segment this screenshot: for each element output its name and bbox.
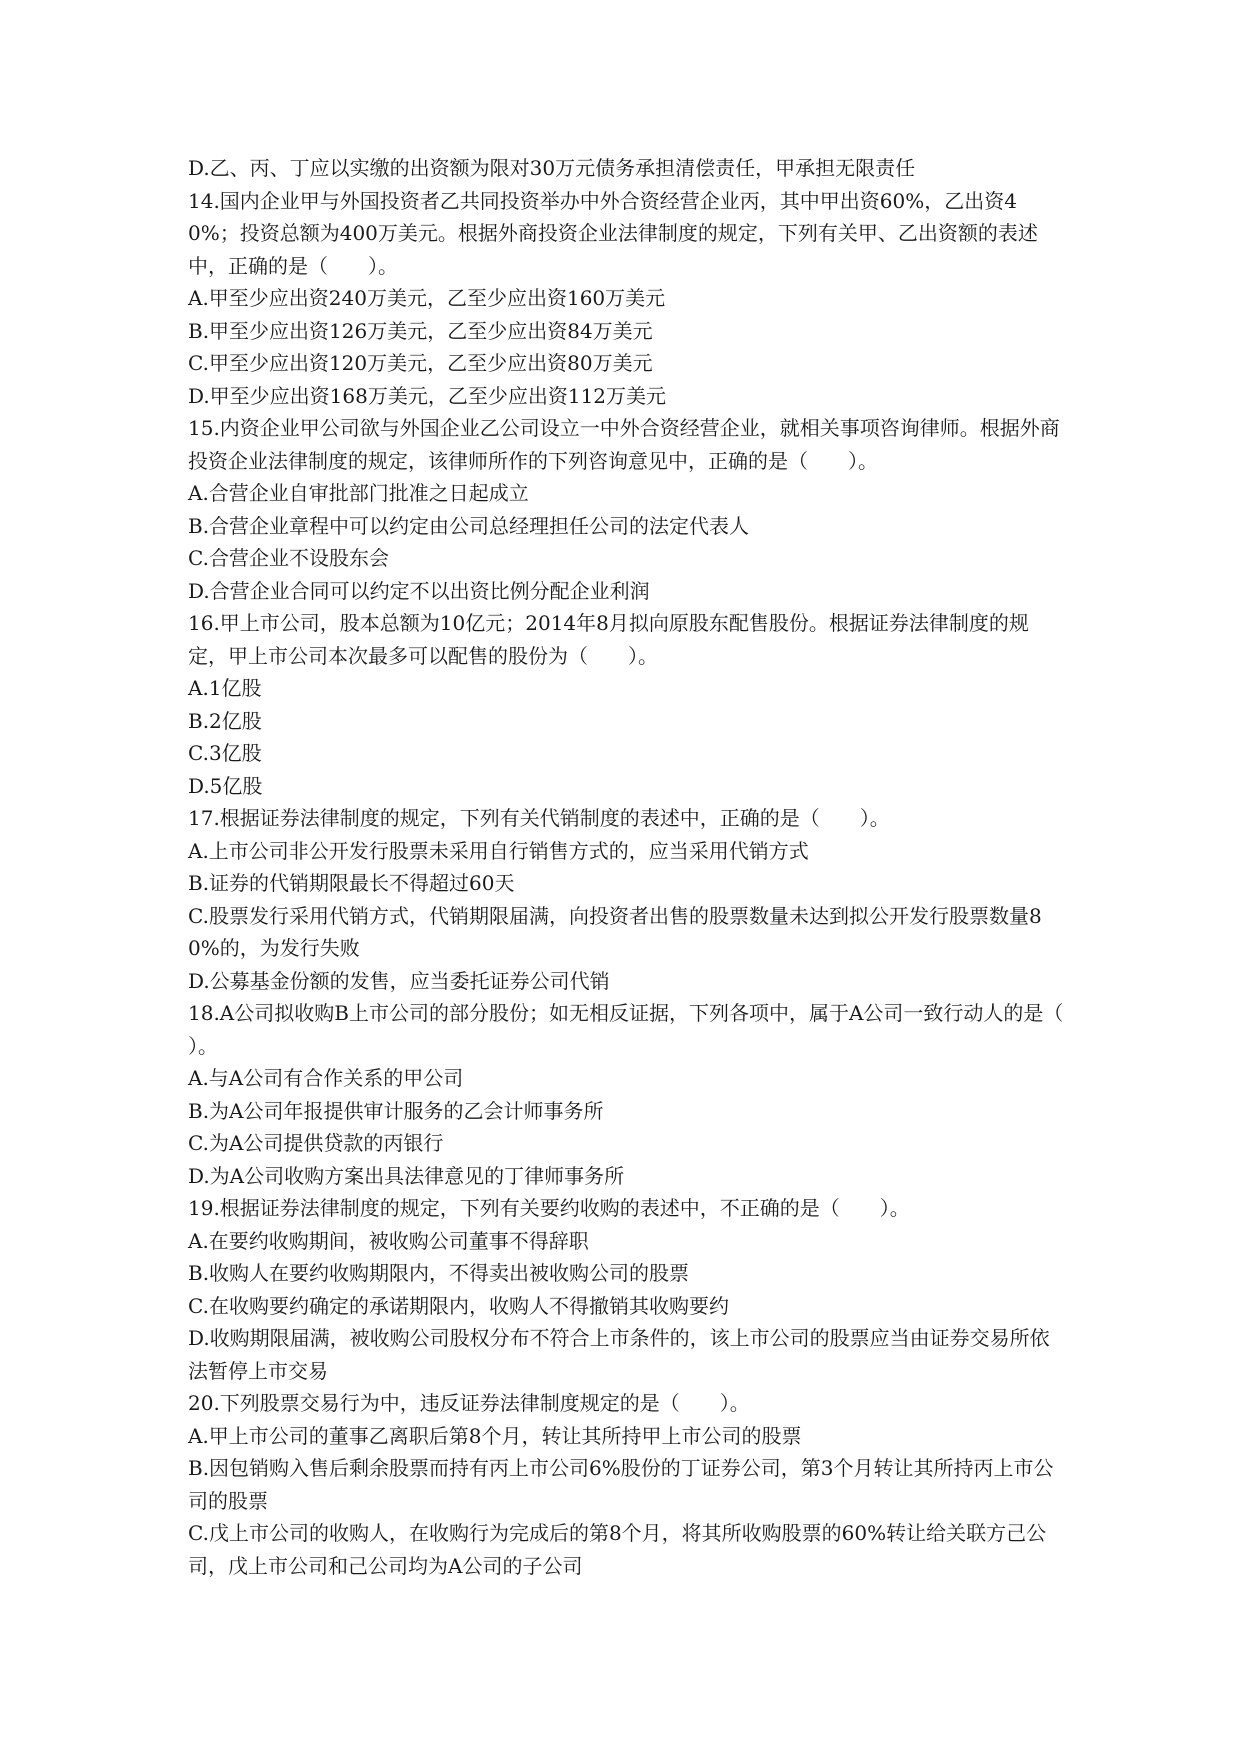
option-c: C.甲至少应出资120万美元，乙至少应出资80万美元: [188, 351, 653, 375]
option-a: A.甲上市公司的董事乙离职后第8个月，转让其所持甲上市公司的股票: [188, 1423, 802, 1448]
question-text: 17.根据证券法律制度的规定，下列有关代销制度的表述中，正确的是（ ）。: [188, 806, 890, 830]
option-b: B.合营企业章程中可以约定由公司总经理担任公司的法定代表人: [188, 513, 750, 538]
option-b: B.为A公司年报提供审计服务的乙会计师事务所: [188, 1098, 604, 1123]
option-b: B.证券的代销期限最长不得超过60天: [188, 871, 515, 895]
option-c: C.3亿股: [188, 741, 262, 765]
option-b: B.因包销购入售后剩余股票而持有丙上市公司6%股份的丁证券公司，第3个月转让其所持丙上市公司的股票: [188, 1456, 1054, 1513]
option-c: C.为A公司提供贷款的丙银行: [188, 1131, 444, 1155]
option-c: C.戊上市公司的收购人，在收购行为完成后的第8个月，将其所收购股票的60%转让给关联方己公司，戊上市公司和己公司均为A公司的子公司: [188, 1521, 1047, 1578]
question-block-17: [188, 802, 1068, 997]
option-a: A.合营企业自审批部门批准之日起成立: [188, 481, 529, 505]
option-c: C.股票发行采用代销方式，代销期限届满，向投资者出售的股票数量未达到拟公开发行股票数量80%的，为发行失败: [188, 903, 1042, 960]
question-text: 20.下列股票交易行为中，违反证券法律制度规定的是（ ）。: [188, 1391, 750, 1415]
question-block-13-continued: [188, 152, 1068, 185]
option-c: C.合营企业不设股东会: [188, 546, 389, 570]
question-block-15: [188, 412, 1068, 607]
option-a: A.上市公司非公开发行股票未采用自行销售方式的，应当采用代销方式: [188, 838, 809, 863]
option-a: A.甲至少应出资240万美元，乙至少应出资160万美元: [188, 286, 666, 310]
option-d: D.甲至少应出资168万美元，乙至少应出资112万美元: [188, 383, 667, 408]
question-text: 18.A公司拟收购B上市公司的部分股份；如无相反证据，下列各项中，属于A公司一致行动人的是（ ）。: [188, 1001, 1104, 1058]
question-text: 19.根据证券法律制度的规定，下列有关要约收购的表述中，不正确的是（ ）。: [188, 1196, 910, 1220]
option-d: D.乙、丙、丁应以实缴的出资额为限对30万元债务承担清偿责任，甲承担无限责任: [188, 156, 916, 180]
question-block-14: [188, 185, 1068, 413]
question-block-18: [188, 997, 1104, 1192]
question-text: 14.国内企业甲与外国投资者乙共同投资举办中外合资经营企业丙，其中甲出资60%，乙出资40%；投资总额为400万美元。根据外商投资企业法律制度的规定，下列有关甲、乙出资额的表述中，正确的是（ ）。: [188, 188, 1038, 278]
option-a: A.与A公司有合作关系的甲公司: [188, 1066, 464, 1090]
question-block-20: [188, 1387, 1068, 1582]
question-text: 16.甲上市公司，股本总额为10亿元；2014年8月拟向原股东配售股份。根据证券法律制度的规定，甲上市公司本次最多可以配售的股份为（ ）。: [188, 611, 1029, 668]
option-b: B.甲至少应出资126万美元，乙至少应出资84万美元: [188, 318, 653, 343]
option-c: C.在收购要约确定的承诺期限内，收购人不得撤销其收购要约: [188, 1293, 729, 1318]
question-block-16: [188, 607, 1068, 802]
option-d: D.公募基金份额的发售，应当委托证券公司代销: [188, 968, 610, 993]
option-d: D.5亿股: [188, 773, 263, 798]
option-d: D.合营企业合同可以约定不以出资比例分配企业利润: [188, 578, 650, 603]
document-body: [188, 152, 1104, 1582]
option-d: D.收购期限届满，被收购公司股权分布不符合上市条件的，该上市公司的股票应当由证券交易所依法暂停上市交易: [188, 1326, 1050, 1383]
question-text: 15.内资企业甲公司欲与外国企业乙公司设立一中外合资经营企业，就相关事项咨询律师。根据外商投资企业法律制度的规定，该律师所作的下列咨询意见中，正确的是（ ）。: [188, 416, 1060, 473]
option-a: A.1亿股: [188, 676, 262, 700]
option-d: D.为A公司收购方案出具法律意见的丁律师事务所: [188, 1163, 625, 1188]
question-block-19: [188, 1192, 1068, 1387]
option-b: B.2亿股: [188, 708, 262, 733]
option-a: A.在要约收购期间，被收购公司董事不得辞职: [188, 1228, 589, 1253]
option-b: B.收购人在要约收购期限内，不得卖出被收购公司的股票: [188, 1261, 690, 1285]
